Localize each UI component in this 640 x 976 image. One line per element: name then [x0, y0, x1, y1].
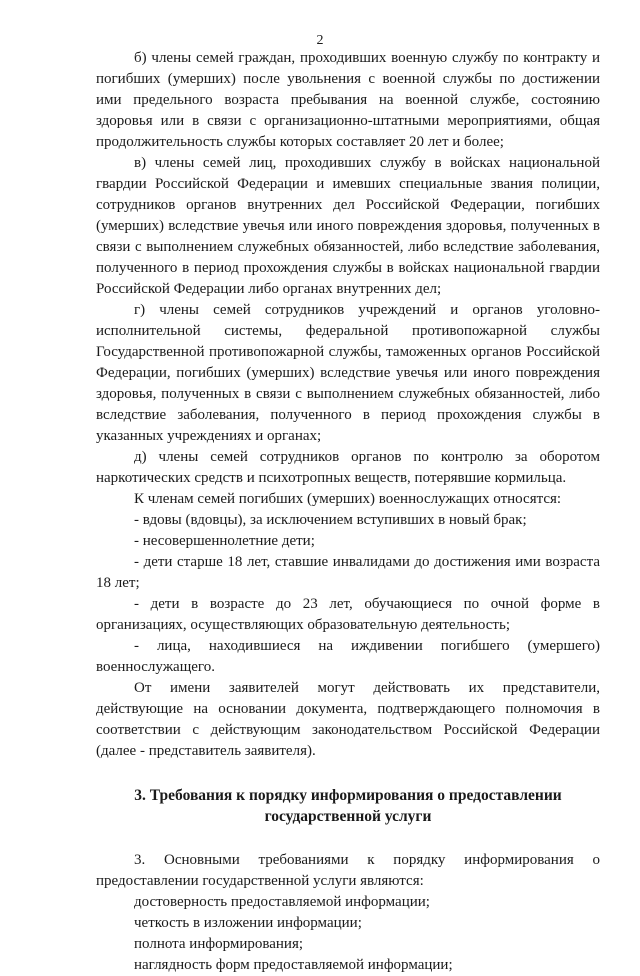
paragraph-item-d: д) члены семей сотрудников органов по контролю за оборотом наркотических средств и психотропных веществ, потерявшие кормильца.	[96, 449, 600, 486]
document-body	[96, 48, 600, 976]
family-members-intro: К членам семей погибших (умерших) военнослужащих относятся:	[134, 491, 562, 507]
representative-paragraph: От имени заявителей могут действовать их представители, действующие на основании документа, подтверждающего полномочия в соответствии с действующим законодательством Российской Федерации (далее - представитель заявителя).	[96, 680, 600, 759]
paragraph-item-b: б) члены семей граждан, проходивших военную службу по контракту и погибших (умерших) после увольнения с военной службы по достижении ими предельного возраста пребывания на военной службе, состоянию здоровья или в связи с организационно-штатными мероприятиями, общая продолжительность службы которых составляет 20 лет и более;	[96, 50, 600, 150]
requirement-item: полнота информирования;	[134, 936, 304, 952]
requirement-item: наглядность форм предоставляемой информации;	[134, 957, 453, 973]
spacer	[96, 827, 600, 850]
list-item: - лица, находившиеся на иждивении погибшего (умершего) военнослужащего.	[96, 638, 600, 675]
list-item: - вдовы (вдовцы), за исключением вступивших в новый брак;	[134, 512, 527, 528]
list-item: - несовершеннолетние дети;	[134, 533, 315, 549]
list-item: - дети старше 18 лет, ставшие инвалидами до достижения ими возраста 18 лет;	[96, 554, 600, 591]
section-heading: 3. Требования к порядку информирования о предоставлении государственной услуги	[134, 787, 562, 825]
requirements-intro: 3. Основными требованиями к порядку информирования о предоставлении государственной услуги являются:	[96, 852, 600, 889]
page-number: 2	[316, 33, 324, 48]
requirement-item: достоверность предоставляемой информации;	[134, 894, 430, 910]
paragraph-item-v: в) члены семей лиц, проходивших службу в войсках национальной гвардии Российской Федерации и имевших специальные звания полиции, сотрудников органов внутренних дел Российской Федерации, погибших (умерших) вследствие увечья или иного повреждения здоровья, полученных в связи с выполнением служебных обязанностей, либо вследствие заболевания, полученного в период прохождения службы в войсках национальной гвардии Российской Федерации либо органах внутренних дел;	[96, 155, 600, 297]
requirement-item: четкость в изложении информации;	[134, 915, 362, 931]
list-item: - дети в возрасте до 23 лет, обучающиеся по очной форме в организациях, осуществляющих образовательную деятельность;	[96, 596, 600, 633]
paragraph-item-g: г) члены семей сотрудников учреждений и органов уголовно-исполнительной системы, федеральной противопожарной службы Государственной противопожарной службы, таможенных органов Российской Федерации, погибших (умерших) вследствие увечья или иного повреждения здоровья, полученных в связи с выполнением служебных обязанностей, либо вследствие заболевания, полученного в период прохождения службы в указанных учреждениях и органах;	[96, 302, 600, 444]
